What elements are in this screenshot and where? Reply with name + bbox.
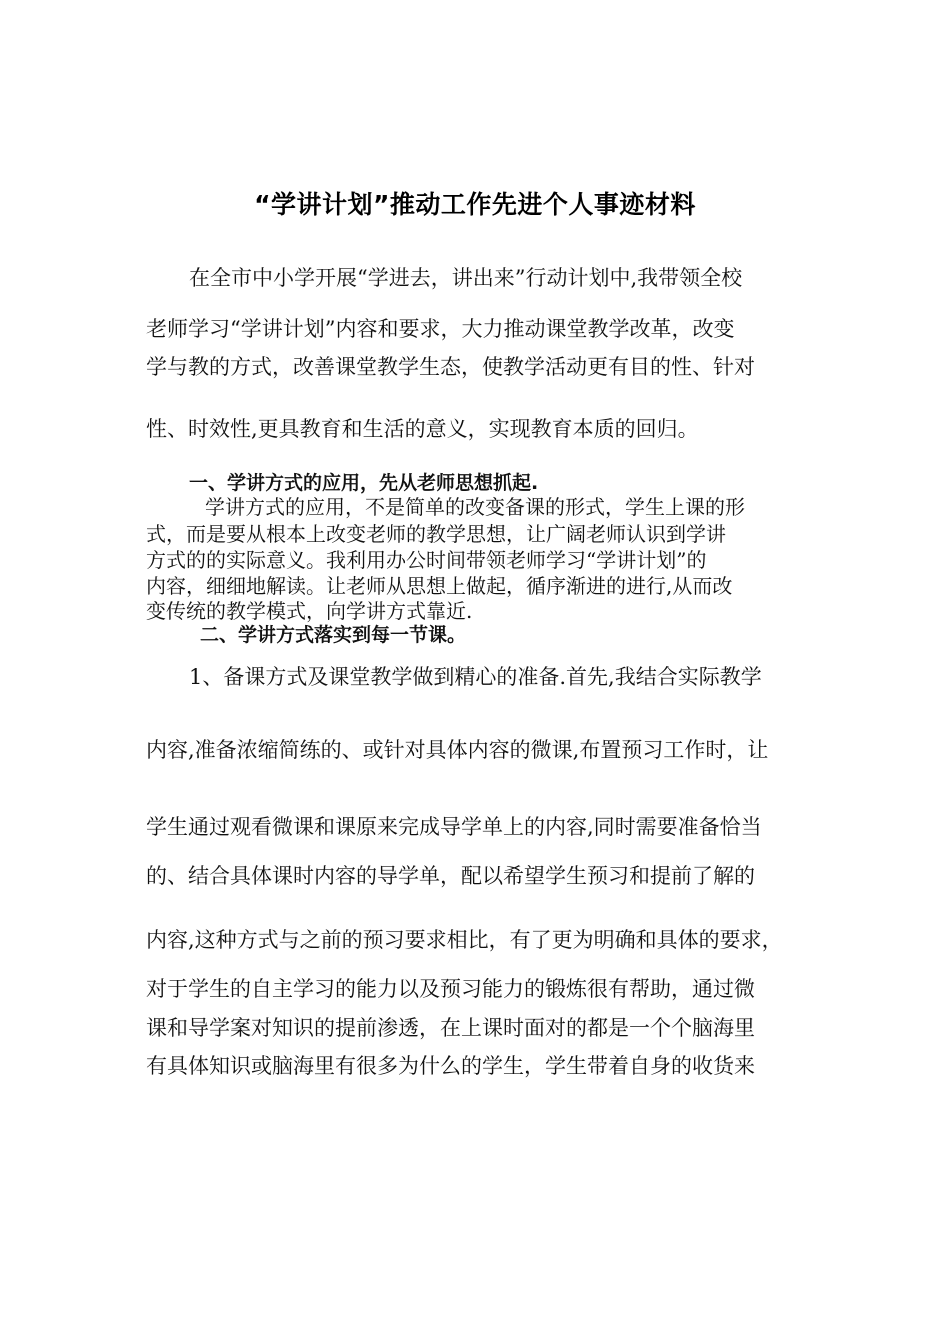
section2-line-5: 内容,这种方式与之前的预习要求相比，有了更为明确和具体的要求， xyxy=(146,928,783,952)
section2-line-2: 内容,准备浓缩简练的、或针对具体内容的微课,布置预习工作时，让 xyxy=(146,738,769,762)
intro-line-2: 老师学习“学讲计划”内容和要求，大力推动课堂教学改革，改变 xyxy=(146,317,735,341)
section2-line-7: 课和导学案对知识的提前渗透，在上课时面对的都是一个个脑海里 xyxy=(146,1016,755,1040)
section1-line-5: 变传统的教学模式，向学讲方式靠近. xyxy=(146,599,473,623)
section2-line-8: 有具体知识或脑海里有很多为什么的学生，学生带着自身的收货来 xyxy=(146,1054,755,1078)
section2-line-4: 的、结合具体课时内容的导学单，配以希望学生预习和提前了解的 xyxy=(146,864,755,888)
intro-line-3: 学与教的方式，改善课堂教学生态，使教学活动更有目的性、针对 xyxy=(146,355,755,379)
section1-line-2: 式，而是要从根本上改变老师的教学思想，让广阔老师认识到学讲 xyxy=(146,522,726,546)
section2-line-6: 对于学生的自主学习的能力以及预习能力的锻炼很有帮助，通过微 xyxy=(146,977,755,1001)
section2-line-1: 1、备课方式及课堂教学做到精心的准备.首先,我结合实际教学 xyxy=(189,665,762,689)
section1-line-4: 内容，细细地解读。让老师从思想上做起，循序渐进的进行,从而改 xyxy=(146,574,733,598)
section1-line-1: 学讲方式的应用，不是简单的改变备课的形式，学生上课的形 xyxy=(205,495,745,519)
intro-line-1: 在全市中小学开展“学进去，讲出来”行动计划中,我带领全校 xyxy=(189,266,743,290)
section2-line-3: 学生通过观看微课和课原来完成导学单上的内容,同时需要准备恰当 xyxy=(146,815,762,839)
intro-line-4: 性、时效性,更具教育和生活的意义，实现教育本质的回归。 xyxy=(146,417,699,441)
page-title: “学讲计划”推动工作先进个人事迹材料 xyxy=(254,190,696,219)
section1-line-3: 方式的的实际意义。我利用办公时间带领老师学习“学讲计划”的 xyxy=(146,548,707,572)
section1-heading: 一、学讲方式的应用，先从老师思想抓起. xyxy=(189,472,539,494)
section2-heading: 二、学讲方式落实到每一节课。 xyxy=(200,624,467,646)
